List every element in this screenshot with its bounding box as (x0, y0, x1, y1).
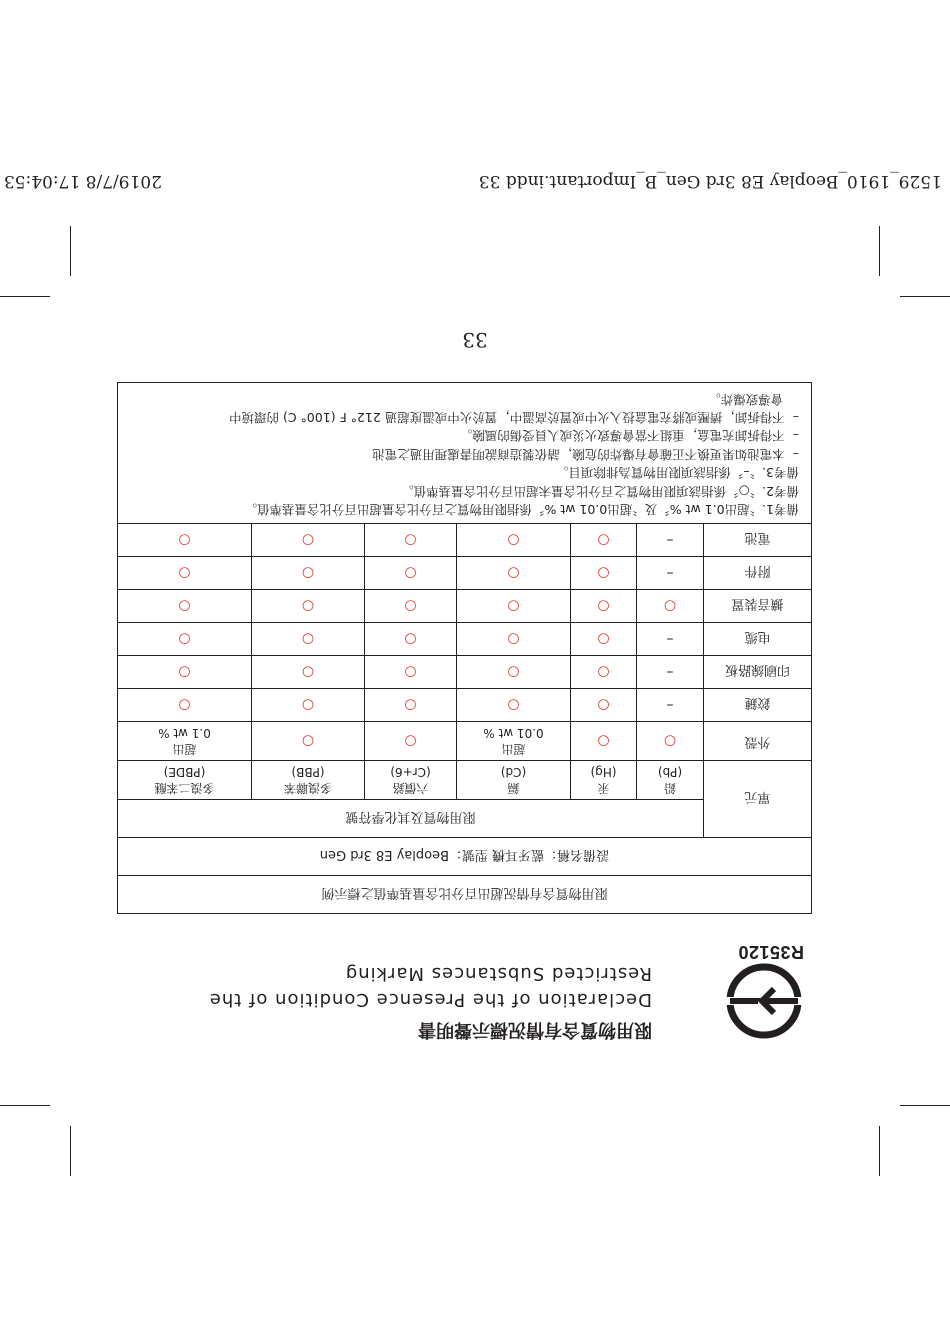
note-line: 會導致爆炸。 (708, 391, 799, 407)
substance-cell: ○ (252, 689, 365, 722)
column-header (365, 761, 457, 800)
substance-symbol: (PBB) (291, 765, 325, 779)
substance-cell: ○ (365, 590, 457, 623)
substance-name: 鎘 (507, 781, 520, 795)
substance-cell: ○ (117, 623, 251, 656)
substance-cell: ○ (252, 557, 365, 590)
note-line: 備考2.〝○〞係指該項限用物質之百分比含量未超出百分比含量基準值。 (401, 483, 799, 499)
substance-cell: ○ (637, 590, 704, 623)
substance-cell: ○ (571, 557, 637, 590)
note-line: – 不得拆卸，擠壓或將充電盒投入火中或置於高溫中，置於火中或溫度超過 212° F (100° C) 的環境中 (229, 409, 799, 425)
substance-cell: ○ (117, 689, 251, 722)
table-notes (117, 383, 811, 524)
table-row (117, 557, 811, 590)
substance-cell: ○ (637, 722, 704, 761)
crop-mark (879, 226, 880, 276)
substance-cell: ○ (252, 524, 365, 557)
substance-name: 多溴聯苯 (284, 781, 333, 795)
substance-symbol: (Cr+6) (390, 765, 431, 779)
bsmi-certification-mark-icon (726, 963, 802, 1039)
substance-symbol: (Cd) (500, 765, 527, 779)
unit-cell: 附件 (704, 557, 812, 590)
substance-symbol: (PBDE) (163, 765, 206, 779)
substance-cell: ○ (457, 524, 571, 557)
crop-mark (900, 1105, 950, 1106)
slug-filename: 1529_1910_Beoplay E8 3rd Gen_B_Important.indd 33 (478, 171, 942, 191)
column-header (117, 761, 251, 800)
substance-cell: ○ (365, 656, 457, 689)
declaration-titles (209, 960, 652, 1044)
unit-cell: 鉸鏈 (704, 689, 812, 722)
substance-cell: 超出 0.1 wt % (117, 722, 251, 761)
substance-symbol: (Pb) (657, 765, 683, 779)
table-row (117, 689, 811, 722)
group-header: 限用物質及其化學符號 (117, 800, 703, 838)
unit-cell: 擴音裝置 (704, 590, 812, 623)
substance-cell: – (637, 656, 704, 689)
crop-mark (0, 296, 50, 297)
substance-cell: ○ (571, 689, 637, 722)
substance-cell: ○ (365, 722, 457, 761)
table-caption: 限用物質含有情況超出百分比含量基準值之標示例 (117, 876, 811, 914)
slug-datetime: 2019/7/8 17:04:53 (3, 171, 162, 191)
note-line: – 本電池如果更換不正確會有爆炸的危險，請依製造商說明書處理用過之電池 (372, 446, 799, 462)
unit-cell: 印刷線路板 (704, 656, 812, 689)
substance-cell: ○ (252, 590, 365, 623)
substance-cell: ○ (571, 623, 637, 656)
unit-cell: 电缆 (704, 623, 812, 656)
substance-cell: ○ (571, 722, 637, 761)
table-row (117, 524, 811, 557)
note-line: 備考3.〝–〞係指該項限用物質為排除項目。 (555, 465, 799, 481)
column-header (457, 761, 571, 800)
substance-symbol: (Hg) (590, 765, 617, 779)
note-line: – 不得拆卸充電盒，重組不當會導致火災或人員受傷的風險。 (459, 428, 799, 444)
substance-cell: ○ (571, 524, 637, 557)
substance-cell: ○ (365, 557, 457, 590)
substance-cell: ○ (252, 656, 365, 689)
title-english-line1: Declaration of the Presence Condition of the (208, 989, 652, 1010)
device-info: 設備名稱：藍牙耳機 型號：Beoplay E8 3rd Gen (117, 838, 811, 876)
column-header (637, 761, 704, 800)
substance-cell: ○ (117, 524, 251, 557)
certification-code: R35120 (737, 942, 804, 962)
substance-cell: ○ (457, 590, 571, 623)
substance-cell: ○ (117, 656, 251, 689)
substance-cell: 超出 0.01 wt % (457, 722, 571, 761)
substance-cell: ○ (117, 557, 251, 590)
substance-cell: ○ (365, 524, 457, 557)
substance-cell: – (637, 557, 704, 590)
title-english-line2: Restricted Substances Marking (344, 963, 652, 984)
substance-cell: ○ (252, 722, 365, 761)
substance-cell: ○ (457, 623, 571, 656)
substance-cell: ○ (365, 623, 457, 656)
substance-cell: ○ (252, 623, 365, 656)
substance-cell: ○ (571, 590, 637, 623)
note-line: 備考1.〝超出0.1 wt %〞及〝超出0.01 wt %〞係指限用物質之百分比含量超出百分比含量基準值。 (244, 502, 799, 517)
unit-cell: 電池 (704, 524, 812, 557)
page-number: 33 (462, 328, 488, 352)
unit-header: 單元 (704, 761, 812, 838)
substance-cell: – (637, 689, 704, 722)
substance-cell: – (637, 623, 704, 656)
column-header (571, 761, 637, 800)
table-row (117, 590, 811, 623)
substance-cell: ○ (571, 656, 637, 689)
column-header (252, 761, 365, 800)
substance-name: 六價鉻 (392, 781, 429, 795)
table-row (117, 623, 811, 656)
table-row (117, 722, 811, 761)
substance-cell: ○ (457, 557, 571, 590)
substance-cell: ○ (117, 590, 251, 623)
crop-mark (900, 296, 950, 297)
crop-mark (879, 1126, 880, 1176)
table-row (117, 656, 811, 689)
title-chinese: 限用物質含有情況標示聲明書 (418, 1019, 652, 1040)
crop-mark (70, 226, 71, 276)
substance-cell: ○ (365, 689, 457, 722)
crop-mark (70, 1126, 71, 1176)
substance-name: 多溴二苯醚 (154, 781, 215, 795)
unit-cell: 外殼 (704, 722, 812, 761)
substance-cell: – (637, 524, 704, 557)
restricted-substances-table (118, 382, 812, 914)
substance-name: 鉛 (664, 781, 677, 795)
crop-mark (0, 1105, 50, 1106)
substance-cell: ○ (457, 689, 571, 722)
substance-name: 汞 (597, 781, 610, 795)
substance-cell: ○ (457, 656, 571, 689)
